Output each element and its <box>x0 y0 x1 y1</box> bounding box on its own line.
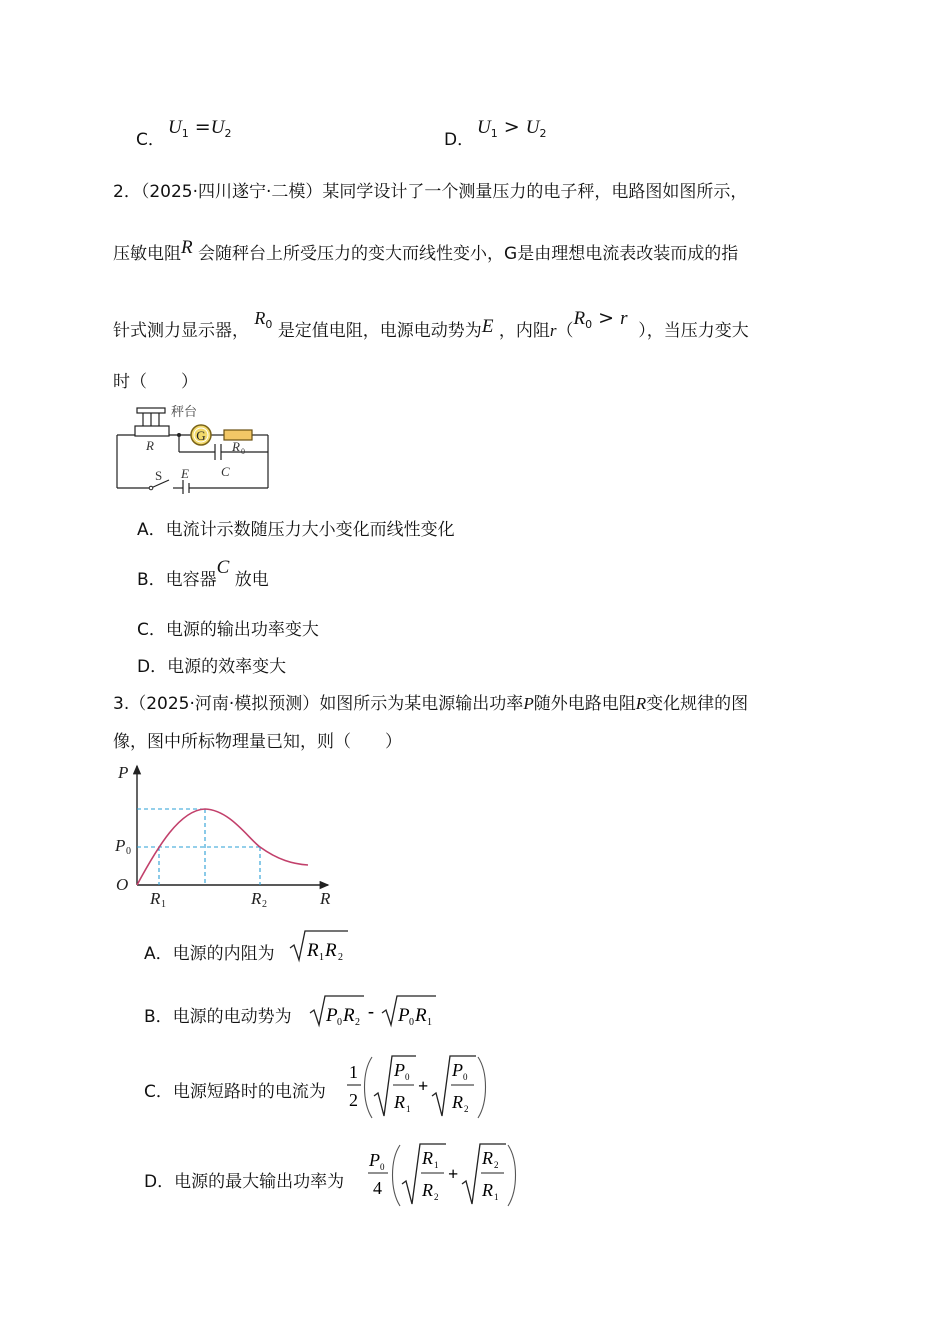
q2-source: （2025·四川遂宁·二模） <box>140 182 323 202</box>
svg-text:1: 1 <box>406 1104 411 1114</box>
q3-line-1: 3.（2025·河南·模拟预测）如图所示为某电源输出功率P随外电路电阻R变化规律的图 <box>113 694 749 714</box>
q2-number: 2． <box>113 182 141 202</box>
guide-lines <box>137 809 260 885</box>
svg-text:2: 2 <box>434 1192 439 1202</box>
svg-text:0: 0 <box>405 1072 410 1082</box>
q2-line-3: 针式测力显示器， $R_0$ 是定值电阻，电源电动势为E ，内阻$r(R_0 > r$ ），当压力变大 <box>113 307 749 341</box>
q2-option-a: A．电流计示数随压力大小变化而线性变化 <box>137 520 455 540</box>
svg-text:P: P <box>115 836 126 855</box>
q3-option-c: C．电源短路时的电流为 <box>144 1082 326 1102</box>
svg-text:R: R <box>482 1180 493 1200</box>
q3-option-a-formula <box>288 928 350 964</box>
q1-option-c: C． <box>136 130 165 150</box>
svg-text:2: 2 <box>338 952 343 963</box>
svg-text:+: + <box>448 1164 459 1184</box>
q3-option-d-formula <box>366 1140 518 1210</box>
svg-text:R: R <box>232 439 240 454</box>
q3-source: （2025·河南·模拟预测） <box>129 694 320 714</box>
q2-option-b: B．电容器C 放电 <box>137 557 269 590</box>
q1-option-d: D． <box>444 130 475 150</box>
svg-text:P: P <box>452 1060 463 1080</box>
svg-text:R: R <box>251 889 262 908</box>
svg-text:1: 1 <box>319 952 324 963</box>
svg-text:2: 2 <box>464 1104 469 1114</box>
svg-text:0: 0 <box>126 846 131 857</box>
svg-text:E: E <box>181 466 189 481</box>
svg-text:-: - <box>368 1001 374 1021</box>
svg-text:2: 2 <box>262 899 267 910</box>
svg-text:P: P <box>398 1005 410 1026</box>
svg-text:O: O <box>116 875 129 894</box>
svg-text:R: R <box>320 889 331 908</box>
svg-text:R: R <box>394 1092 405 1112</box>
svg-text:+: + <box>418 1076 429 1096</box>
svg-text:R: R <box>325 940 337 961</box>
svg-text:0: 0 <box>409 1017 414 1028</box>
q3-option-d: D．电源的最大输出功率为 <box>144 1172 345 1192</box>
svg-text:R: R <box>422 1180 433 1200</box>
svg-text:C: C <box>221 464 230 479</box>
svg-text:秤台: 秤台 <box>171 404 198 419</box>
svg-text:0: 0 <box>241 447 245 456</box>
q3-number: 3. <box>113 694 130 714</box>
svg-text:R: R <box>452 1092 463 1112</box>
svg-text:1: 1 <box>161 899 166 910</box>
svg-text:G: G <box>196 428 206 443</box>
pressure-resistor <box>135 426 169 436</box>
svg-text:P: P <box>326 1005 338 1026</box>
svg-text:S: S <box>155 468 163 483</box>
q2-circuit-diagram <box>113 402 278 494</box>
svg-text:R: R <box>422 1148 433 1168</box>
svg-text:R: R <box>146 438 154 453</box>
svg-text:P: P <box>369 1150 380 1170</box>
scale-platform <box>137 408 165 413</box>
q2-line-1: 2．（2025·四川遂宁·二模）某同学设计了一个测量压力的电子秤，电路图如图所示， <box>113 182 748 202</box>
svg-text:R: R <box>307 940 319 961</box>
q3-option-a: A．电源的内阻为 <box>144 944 275 964</box>
svg-text:1: 1 <box>349 1062 358 1082</box>
svg-text:1: 1 <box>434 1160 439 1170</box>
svg-text:P: P <box>394 1060 405 1080</box>
q3-option-b-formula <box>308 993 440 1029</box>
q2-line-2: 压敏电阻R 会随秤台上所受压力的变大而线性变小，G是由理想电流表改装而成的指 <box>113 237 739 264</box>
svg-text:R: R <box>343 1005 355 1026</box>
svg-text:0: 0 <box>463 1072 468 1082</box>
q2-line-4: 时（ ） <box>113 372 198 392</box>
q3-power-graph <box>110 758 340 910</box>
svg-text:R: R <box>482 1148 493 1168</box>
q3-option-b: B．电源的电动势为 <box>144 1007 292 1027</box>
svg-text:R: R <box>150 889 161 908</box>
q3-option-c-formula <box>344 1052 488 1122</box>
q1-option-d-formula: $U_1 > U_2$ <box>477 116 547 140</box>
q1-option-c-formula: $U_1 =U_2$ <box>168 116 232 140</box>
svg-text:1: 1 <box>427 1017 432 1028</box>
q3-line-2: 像，图中所标物理量已知，则（ ） <box>113 732 402 752</box>
svg-text:2: 2 <box>494 1160 499 1170</box>
q2-option-d: D．电源的效率变大 <box>137 657 287 677</box>
svg-text:2: 2 <box>355 1017 360 1028</box>
svg-text:0: 0 <box>380 1162 385 1172</box>
svg-text:P: P <box>118 763 129 782</box>
svg-text:R: R <box>415 1005 427 1026</box>
svg-text:0: 0 <box>337 1017 342 1028</box>
svg-text:2: 2 <box>349 1090 358 1110</box>
svg-text:4: 4 <box>373 1178 382 1198</box>
svg-text:1: 1 <box>494 1192 499 1202</box>
q2-option-c: C．电源的输出功率变大 <box>137 620 319 640</box>
